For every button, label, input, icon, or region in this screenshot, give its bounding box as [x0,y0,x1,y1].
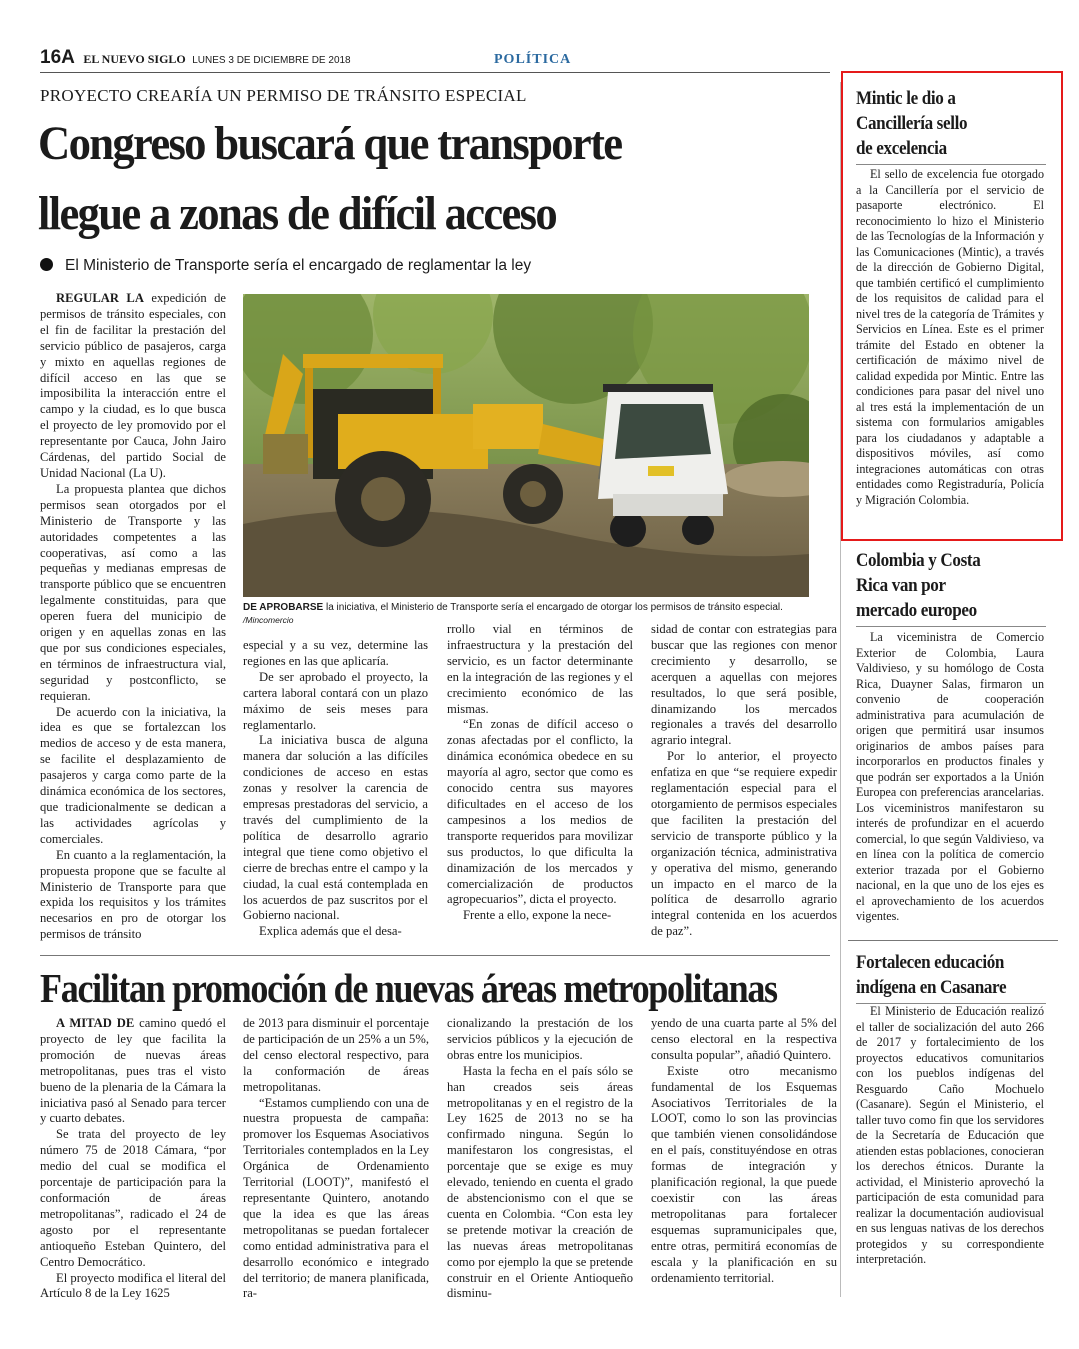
sidebar-paragraph: El Ministerio de Educación realizó el taller de socialización del auto 266 de 2017 y fortalecimiento de los proyectos educativos comunitarios con los pueblos indígenas del Resguardo Caño Mochuelo (Casanare). Según el Ministerio, el taller tuvo como fin que los servidores de la Secretaría de Educación que atienden estas poblaciones, conocieran los derechos étnicos. Durante la actividad, el Ministerio aprovechó la participación de esta comunidad para realizar la documentación audiovisual en sus lenguas nativas de los derechos protegidos y su correspondiente interpretación. [856,1004,1044,1266]
paragraph: especial y a su vez, determine las regiones en las que aplicaría. [243,638,428,668]
paragraph: Hasta la fecha en el país sólo se han creados seis áreas metropolitanas y en el registro de la Ley 1625 de 2013 no se ha confirmado ninguna. Según lo manifestaron los congresistas, el porcentaje que se exige es muy elevado, teniendo en cuenta el grado de abstencionismo con el que se cuenta en Colombia. “Con esta ley se pretende motivar la creación de las nuevas áreas metropolitanas como por ejemplo la que se pretende construir en el Oriente Antioqueño disminu- [447,1063,633,1301]
story2-headline: Facilitan promoción de nuevas áreas metropolitanas [40,965,777,1011]
story-subhead [40,257,531,275]
caption-text: la iniciativa, el Ministerio de Transporte sería el encargado de otorgar los permisos de tránsito especial. [323,602,783,613]
story-headline-line1: Congreso buscará que transporte [38,117,622,170]
title-line: de excelencia [856,138,947,159]
paragraph: REGULAR LA expedición de permisos de tránsito especiales, con el fin de facilitar la prestación del servicio público de pasajeros, carga y mixto en aquellas regiones de difícil acceso en las que se imposibilita la interacción entre el campo y la ciudad, es lo que busca el proyecto de ley promovido por el representante por Cauca, John Jairo Cárdenas, del partido Social de Unidad Nacional (La U). [40,291,226,480]
section-name: POLÍTICA [494,52,572,67]
paragraph: Se trata del proyecto de ley número 75 de 2018 Cámara, “por medio del cual se modifica el porcentaje de participación para la conformación de áreas metropolitanas”, radicado el 24 de agosto por el representante antioqueño Esteban Quintero, del Centro Democrático. [40,1127,226,1269]
sidebar-body-3 [856,1004,1044,1268]
story-column [243,638,428,940]
story-kicker: PROYECTO CREARÍA UN PERMISO DE TRÁNSITO ESPECIAL [40,86,527,105]
backhoe-and-mototaxi-photo [243,294,809,597]
story-column [447,622,633,924]
paragraph: La iniciativa busca de alguna manera dar solución a las difíciles condiciones de acceso en estas zonas y resolver la carencia de empresas prestadoras del servicio, a través del cumplimiento de la política de desarrollo agrario integral que tiene como objetivo el cierre de brechas entre el campo y la ciudad, la cual está contemplada en los acuerdos de paz suscritos por el Gobierno nacional. [243,733,428,923]
paragraph: cionalizando la prestación de los servicios públicos y la ejecución de obras entre los municipios. [447,1016,633,1062]
paragraph: “En zonas de difícil acceso o zonas afectadas por el conflicto, la dinámica económica obedece en su mayoría al agro, sector que como es conocido centra sus mayores dificultades en el acceso de los campesinos a los medios de transporte requeridos para movilizar sus productos, lo que dificulta la dinamización de los mercados y comercialización de productos agropecuarios”, dicta el proyecto. [447,717,633,907]
story-divider [40,955,830,956]
story2-column [447,1016,633,1302]
sidebar-paragraph: El sello de excelencia fue otorgado a la Cancillería por el servicio de pasaporte electrónico. El reconocimiento lo hizo el Ministerio de las Tecnologías de la Información y las Comunicaciones (Mintic), a través de la dirección de Gobierno Digital, que también certificó el cumplimiento de los requisitos de calidad para el nivel tres de la categoría de Trámites y Servicios en Línea. Este es el primer trámite del Estado en obtener la certificación de máximo nivel de calidad expedida por Mintic. Entre las condiciones para pasar del nivel uno al tres está la implementación de un sistema con formularios amigables para los ciudadanos y adaptable a dispositivos móviles, así como integraciones automáticas con otras entidades como Registraduría, Policía y Migración Colombia. [856,167,1044,507]
sidebar-divider [848,940,1058,941]
paragraph: La propuesta plantea que dichos permisos sean otorgados por el Ministerio de Transporte y las autoridades competentes a las cooperativas, así como a las pequeñas y medianas empresas de transporte público que se encuentren legalmente constituidas, para que operen fuera del municipio de origen y en aquellas zonas en las que por sus condiciones especiales, en términos de infraestructura vial, seguridad y postconflicto, se requieran. [40,481,226,703]
story-headline-line2: llegue a zonas de difícil acceso [38,187,556,240]
story2-column [243,1016,429,1302]
subhead-text: El Ministerio de Transporte sería el encargado de reglamentar la ley [65,257,532,274]
lead-in: REGULAR LA [56,291,144,305]
caption-lead: DE APROBARSE [243,602,324,613]
paragraph: Frente a ello, expone la nece- [463,908,612,923]
paragraph: “Estamos cumpliendo con una de nuestra propuesta de campaña: promover los Esquemas Asociativos Territoriales contemplados en la Ley Orgánica de Ordenamiento Territorial (LOOT)”, manifestó el representante Quintero, anotando que la idea es que las áreas metropolitanas se puedan fortalecer como entidad administrativa para el desarrollo económico e integrado del territorio; de manera planificada, ra- [243,1095,429,1301]
sidebar-body-1 [856,167,1044,508]
title-line: mercado europeo [856,600,977,621]
story2-column [651,1016,837,1286]
bullet-icon [40,258,53,271]
title-line: Cancillería sello [856,113,968,134]
story-column [651,622,837,940]
page-number: 16A [40,47,75,68]
issue-date: LUNES 3 DE DICIEMBRE DE 2018 [192,55,351,66]
header-rule [40,72,830,73]
paragraph: De ser aprobado el proyecto, la cartera laboral contará con un plazo máximo de seis meses para reglamentarlo. [243,669,428,732]
paragraph: A MITAD DE camino quedó el proyecto de ley que facilita la promoción de nuevas áreas metropolitanas, pues tras el visto bueno de la plenaria de la Cámara la iniciativa pasó al Senado para tercer y cuarto debates. [40,1016,226,1126]
story-photo [243,294,809,597]
story-column [40,291,226,943]
folio [40,47,351,69]
paragraph: En cuanto a la reglamentación, la propuesta propone que se faculte al Ministerio de Transporte para que expida los requisitos y los trámites necesarios en pro de otorgar los permisos de tránsito [40,847,226,942]
paragraph: yendo de una cuarta parte al 5% del censo electoral en la respectiva consulta popular”, añadió Quintero. [651,1016,837,1062]
sidebar-rule [856,164,1046,165]
paper-name: EL NUEVO SIGLO [83,52,186,66]
sidebar-title-1 [856,86,967,161]
paragraph: sidad de contar con estrategias para buscar que las regiones con menor crecimiento y desarrollo, se acerquen a aquellas con mejores resultados, lo que será posible, dinamizando los mercados regionales a través del desarrollo agrario integral. [651,622,837,748]
title-line: Colombia y Costa [856,550,981,571]
sidebar-body-2 [856,630,1044,925]
sidebar-title-2 [856,548,980,623]
photo-credit: /Mincomercio [243,615,294,625]
paragraph: rrollo vial en términos de infraestructura y la prestación del servicio, es un factor determinante en la integración de las regiones y el crecimiento económico de las mismas. [447,622,633,716]
sidebar-title-3 [856,950,1006,1000]
paragraph: Por lo anterior, el proyecto enfatiza en que “se requiere expedir reglamentación especial para el otorgamiento de permisos especiales que faciliten la prestación del servicio de transporte público y la organización técnica, administrativa y operativa del mismo, generando un impacto en el marco de la política de desarrollo agrario integral contenida en los acuerdos de paz”. [651,749,837,939]
title-line: Mintic le dio a [856,88,956,109]
sidebar-rule [856,626,1046,627]
paragraph: de 2013 para disminuir el porcentaje de participación de un 25% a un 5%, del censo electoral respectivo, para la conformación de áreas metropolitanas. [243,1016,429,1094]
paragraph: De acuerdo con la iniciativa, la idea es que se fortalezcan los medios de acceso y de esta manera, se facilite el desplazamiento de pasajeros y carga como parte de la dinámica económica de los sectores, que tradicionalmente se dedican a las actividades agrícolas y comerciales. [40,704,226,846]
story2-column [40,1016,226,1302]
lead-in: A MITAD DE [56,1016,135,1030]
title-line: Rica van por [856,575,946,596]
sidebar-paragraph: La viceministra de Comercio Exterior de Colombia, Laura Valdivieso, y su homólogo de Costa Rica, Duayner Salas, firmaron un convenio de cooperación administrativa para acumulación de origen que permitirá usar insumos originarios de ambos países para incorporarlos en productos finales y que podrán ser exportados a la Unión Europea con preferencias arancelarias. Los viceministros manifestaron su interés de profundizar en el acuerdo comercial, lo que según Valdivieso, va en línea con la política de comercio exterior trazada por el Gobierno nacional, en la que uno de los ejes es el aprovechamiento de los acuerdos vigentes. [856,630,1044,923]
paragraph: Explica además que el desa- [259,924,402,939]
paragraph: Existe otro mecanismo fundamental de los Esquemas Asociativos Territoriales de la LOOT, como lo son las provincias que también vienen consolidándose en el país, constituyéndose en otras formas de integración y planificación regional, la que puede coexistir con las áreas metropolitanas para fortalecer esquemas supramunicipales que, entre otras, permitirá economías de escala y la planificación en su ordenamiento territorial. [651,1063,837,1285]
title-line: indígena en Casanare [856,977,1007,998]
title-line: Fortalecen educación [856,952,1005,973]
paragraph: El proyecto modifica el literal del Artículo 8 de la Ley 1625 [40,1270,226,1301]
